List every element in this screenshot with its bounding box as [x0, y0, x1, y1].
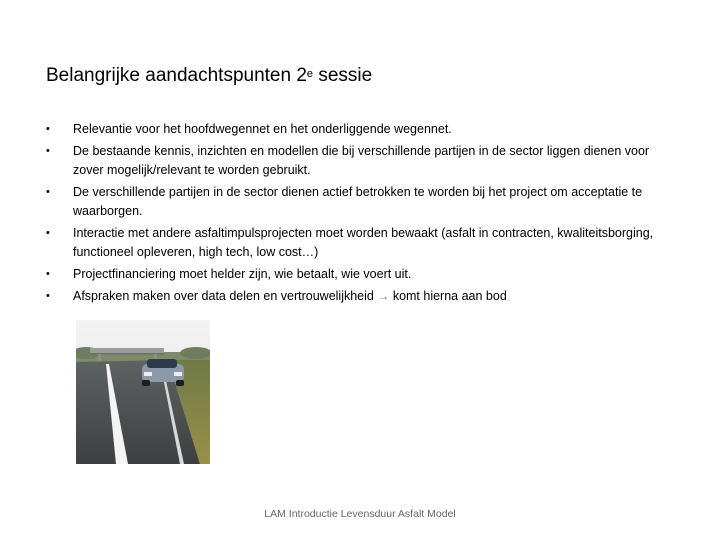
bullet-dot-icon: • [46, 227, 50, 239]
arrow-right-icon: → [377, 289, 390, 303]
bullet-item: • De verschillende partijen in de sector dienen actief betrokken te worden bij het project om acceptatie te waarborgen. [46, 185, 643, 218]
highway-photo [76, 320, 210, 464]
bullet-dot-icon: • [46, 145, 50, 157]
slide-footer: LAM Introductie Levensduur Asfalt Model [264, 508, 456, 520]
title-superscript: e [306, 68, 314, 80]
bullet-dot-icon: • [46, 186, 50, 198]
bullet-item: • De bestaande kennis, inzichten en modellen die bij verschillende partijen in de sector liggen dienen voor zover mogelijk/relevant te worden gebruikt. [46, 144, 650, 177]
bullet-dot-icon: • [46, 290, 50, 302]
slide-title: Belangrijke aandachtspunten 2e sessie [46, 65, 373, 86]
bullet-dot-icon: • [46, 123, 50, 135]
bullet-dot-icon: • [46, 268, 50, 280]
bullet-item: • Afspraken maken over data delen en vertrouwelijkheid → komt hierna aan bod [46, 287, 666, 306]
bullet-item: • Relevantie voor het hoofdwegennet en het onderliggende wegennet. [46, 120, 666, 139]
bullet-item: • Projectfinanciering moet helder zijn, wie betaalt, wie voert uit. [46, 265, 666, 284]
bullet-item: • Interactie met andere asfaltimpulsprojecten moet worden bewaakt (asfalt in contracten, kwaliteitsborging, functioneel opleveren, high tech, low cost…) [46, 226, 654, 259]
bullet-list [46, 120, 666, 309]
